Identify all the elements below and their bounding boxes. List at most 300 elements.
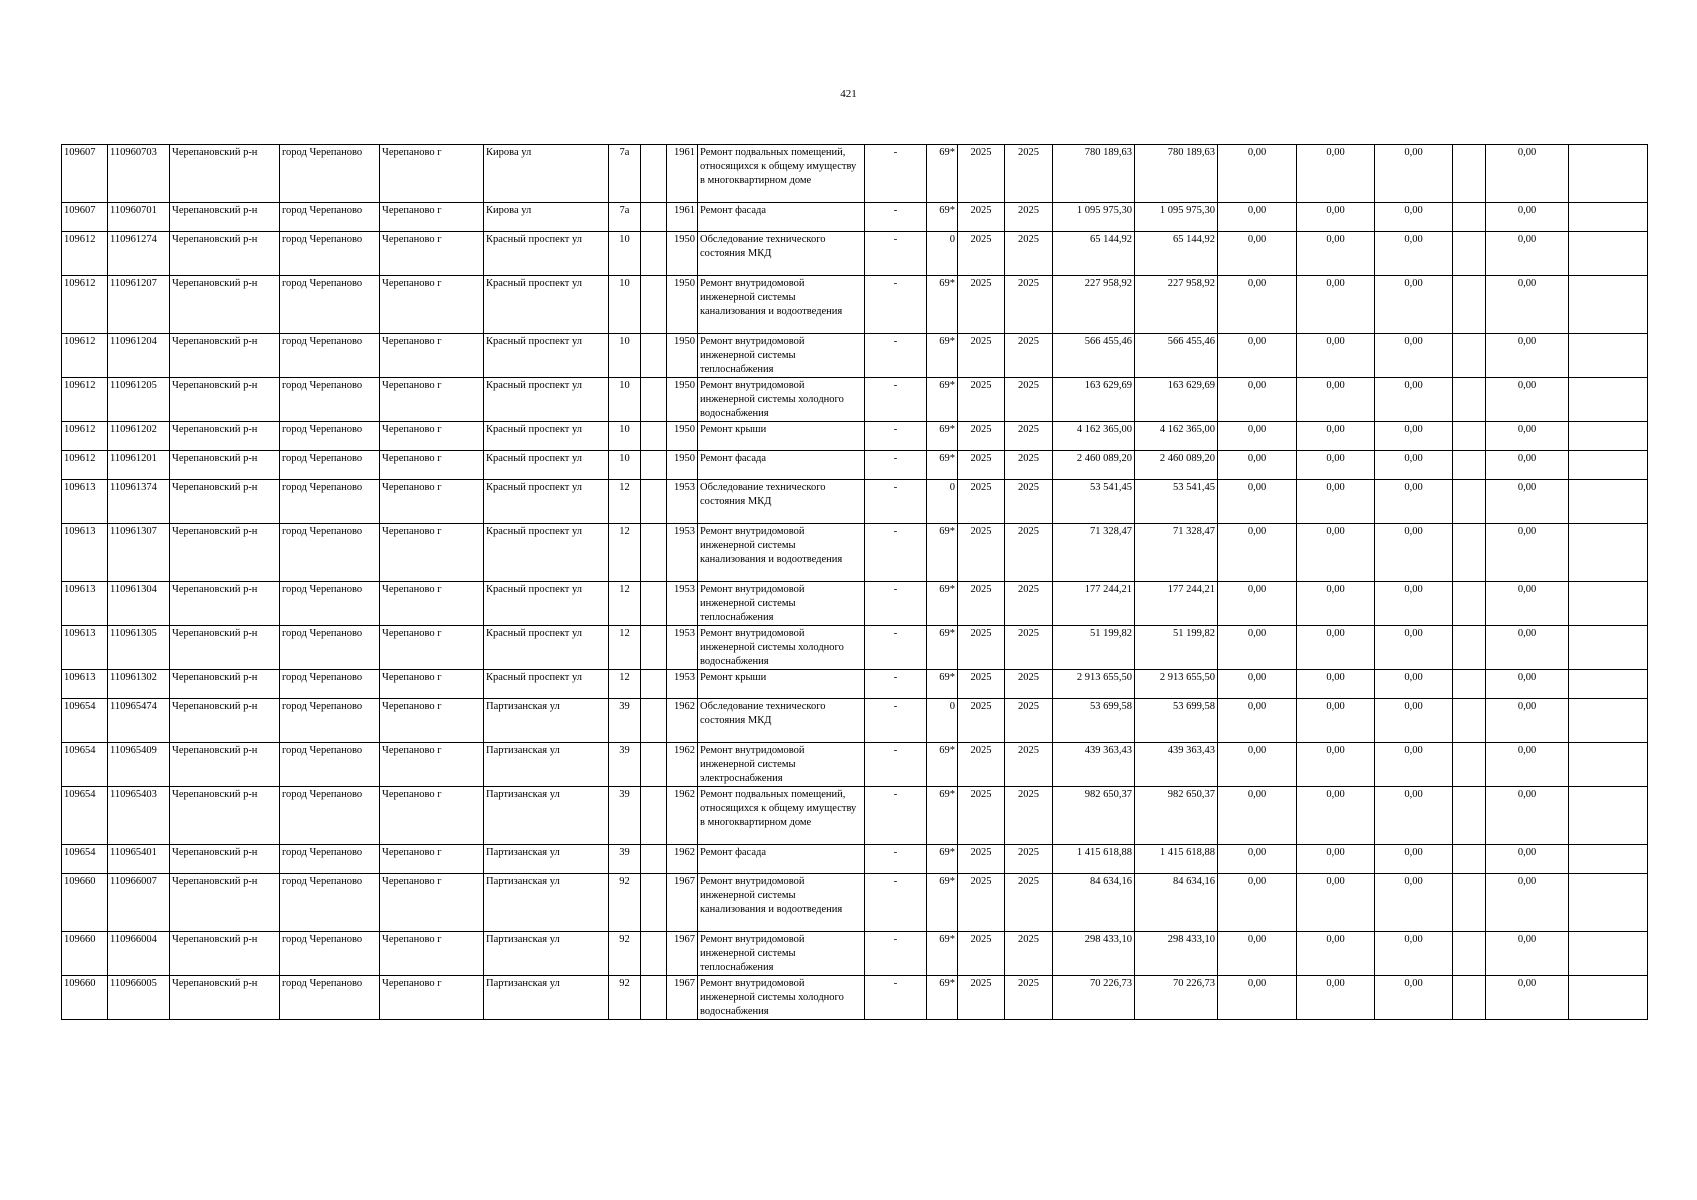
cell-cost-budget-1: 0,00 — [1218, 145, 1297, 203]
table-row — [62, 480, 1648, 524]
cell-col-end — [1569, 480, 1648, 524]
cell-col-blank — [1453, 626, 1486, 670]
cell-col-blank — [1453, 787, 1486, 845]
cell-col-dash: - — [865, 626, 927, 670]
cell-total-cost: 2 913 655,50 — [1053, 670, 1135, 699]
cell-total-cost: 70 226,73 — [1053, 976, 1135, 1020]
cell-building — [641, 932, 667, 976]
cell-district: Черепановский р-н — [170, 378, 280, 422]
cell-settlement: Черепаново г — [380, 451, 484, 480]
cell-total-cost: 53 541,45 — [1053, 480, 1135, 524]
cell-year-end: 2025 — [1005, 787, 1053, 845]
cell-year-end: 2025 — [1005, 334, 1053, 378]
cell-cost-budget-1: 0,00 — [1218, 276, 1297, 334]
cell-cost-fund: 1 095 975,30 — [1135, 203, 1218, 232]
cell-cost-budget-1: 0,00 — [1218, 626, 1297, 670]
cell-cost-fund: 566 455,46 — [1135, 334, 1218, 378]
cell-settlement: Черепаново г — [380, 582, 484, 626]
cell-col-dash: - — [865, 203, 927, 232]
cell-cost-budget-3: 0,00 — [1375, 626, 1453, 670]
cell-year-start: 2025 — [958, 232, 1005, 276]
cell-year-built: 1953 — [667, 626, 698, 670]
cell-cost-budget-3: 0,00 — [1375, 582, 1453, 626]
cell-district: Черепановский р-н — [170, 451, 280, 480]
cell-municipality: город Черепаново — [280, 845, 380, 874]
cell-district: Черепановский р-н — [170, 845, 280, 874]
cell-work-type: Ремонт подвальных помещений, относящихся к общему имуществу в многоквартирном доме — [698, 145, 865, 203]
cell-cost-budget-3: 0,00 — [1375, 451, 1453, 480]
cell-cost-other: 0,00 — [1486, 145, 1569, 203]
cell-col-dash: - — [865, 845, 927, 874]
cell-wear-percent: 69* — [927, 145, 958, 203]
cell-house-number: 10 — [609, 232, 641, 276]
cell-total-cost: 51 199,82 — [1053, 626, 1135, 670]
cell-cost-fund: 227 958,92 — [1135, 276, 1218, 334]
cell-settlement: Черепаново г — [380, 232, 484, 276]
cell-program-id: 110961202 — [108, 422, 170, 451]
cell-wear-percent: 69* — [927, 422, 958, 451]
page-number: 421 — [840, 88, 857, 100]
cell-col-blank — [1453, 699, 1486, 743]
cell-program-id: 110961205 — [108, 378, 170, 422]
cell-street: Красный проспект ул — [484, 480, 609, 524]
cell-col-end — [1569, 743, 1648, 787]
cell-street: Красный проспект ул — [484, 422, 609, 451]
cell-total-cost: 2 460 089,20 — [1053, 451, 1135, 480]
cell-street: Красный проспект ул — [484, 626, 609, 670]
cell-col-end — [1569, 451, 1648, 480]
cell-year-start: 2025 — [958, 845, 1005, 874]
cell-house-id: 109612 — [62, 378, 108, 422]
cell-cost-budget-1: 0,00 — [1218, 422, 1297, 451]
cell-wear-percent: 69* — [927, 670, 958, 699]
cell-district: Черепановский р-н — [170, 932, 280, 976]
cell-settlement: Черепаново г — [380, 378, 484, 422]
cell-year-end: 2025 — [1005, 524, 1053, 582]
cell-cost-budget-1: 0,00 — [1218, 334, 1297, 378]
cell-cost-budget-2: 0,00 — [1297, 976, 1375, 1020]
cell-building — [641, 670, 667, 699]
cell-cost-budget-2: 0,00 — [1297, 378, 1375, 422]
cell-wear-percent: 69* — [927, 626, 958, 670]
cell-col-end — [1569, 932, 1648, 976]
cell-col-blank — [1453, 232, 1486, 276]
cell-cost-other: 0,00 — [1486, 626, 1569, 670]
cell-year-end: 2025 — [1005, 145, 1053, 203]
cell-house-number: 39 — [609, 743, 641, 787]
cell-work-type: Ремонт внутридомовой инженерной системы теплоснабжения — [698, 582, 865, 626]
cell-cost-budget-2: 0,00 — [1297, 626, 1375, 670]
cell-col-end — [1569, 845, 1648, 874]
cell-district: Черепановский р-н — [170, 422, 280, 451]
cell-col-dash: - — [865, 480, 927, 524]
cell-cost-other: 0,00 — [1486, 976, 1569, 1020]
cell-cost-budget-3: 0,00 — [1375, 699, 1453, 743]
cell-house-number: 12 — [609, 480, 641, 524]
cell-cost-budget-1: 0,00 — [1218, 845, 1297, 874]
cell-col-dash: - — [865, 743, 927, 787]
cell-year-built: 1961 — [667, 145, 698, 203]
cell-program-id: 110966005 — [108, 976, 170, 1020]
cell-street: Красный проспект ул — [484, 378, 609, 422]
cell-municipality: город Черепаново — [280, 524, 380, 582]
cell-work-type: Ремонт крыши — [698, 422, 865, 451]
cell-year-built: 1950 — [667, 276, 698, 334]
cell-cost-budget-3: 0,00 — [1375, 976, 1453, 1020]
cell-col-dash: - — [865, 378, 927, 422]
cell-house-id: 109613 — [62, 626, 108, 670]
cell-cost-fund: 298 433,10 — [1135, 932, 1218, 976]
cell-year-end: 2025 — [1005, 203, 1053, 232]
cell-year-built: 1950 — [667, 378, 698, 422]
cell-cost-budget-3: 0,00 — [1375, 232, 1453, 276]
cell-cost-fund: 2 460 089,20 — [1135, 451, 1218, 480]
cell-col-end — [1569, 422, 1648, 451]
table-row — [62, 670, 1648, 699]
cell-wear-percent: 69* — [927, 203, 958, 232]
cell-settlement: Черепаново г — [380, 845, 484, 874]
cell-municipality: город Черепаново — [280, 334, 380, 378]
cell-cost-budget-3: 0,00 — [1375, 276, 1453, 334]
cell-cost-budget-2: 0,00 — [1297, 874, 1375, 932]
cell-cost-fund: 163 629,69 — [1135, 378, 1218, 422]
cell-cost-budget-2: 0,00 — [1297, 276, 1375, 334]
cell-col-end — [1569, 203, 1648, 232]
cell-district: Черепановский р-н — [170, 334, 280, 378]
cell-cost-budget-2: 0,00 — [1297, 145, 1375, 203]
cell-house-id: 109607 — [62, 145, 108, 203]
cell-program-id: 110965403 — [108, 787, 170, 845]
cell-program-id: 110961207 — [108, 276, 170, 334]
cell-total-cost: 53 699,58 — [1053, 699, 1135, 743]
cell-col-blank — [1453, 451, 1486, 480]
cell-district: Черепановский р-н — [170, 626, 280, 670]
cell-work-type: Ремонт внутридомовой инженерной системы теплоснабжения — [698, 932, 865, 976]
cell-building — [641, 480, 667, 524]
cell-building — [641, 743, 667, 787]
cell-program-id: 110966007 — [108, 874, 170, 932]
cell-municipality: город Черепаново — [280, 743, 380, 787]
cell-street: Партизанская ул — [484, 699, 609, 743]
cell-house-id: 109612 — [62, 276, 108, 334]
cell-building — [641, 699, 667, 743]
cell-house-number: 12 — [609, 524, 641, 582]
cell-cost-fund: 70 226,73 — [1135, 976, 1218, 1020]
cell-program-id: 110961302 — [108, 670, 170, 699]
cell-year-start: 2025 — [958, 743, 1005, 787]
cell-street: Красный проспект ул — [484, 451, 609, 480]
cell-col-blank — [1453, 276, 1486, 334]
cell-cost-budget-2: 0,00 — [1297, 787, 1375, 845]
cell-house-number: 12 — [609, 582, 641, 626]
cell-program-id: 110960703 — [108, 145, 170, 203]
cell-col-end — [1569, 524, 1648, 582]
cell-work-type: Ремонт крыши — [698, 670, 865, 699]
cell-year-end: 2025 — [1005, 976, 1053, 1020]
cell-house-id: 109613 — [62, 670, 108, 699]
cell-cost-other: 0,00 — [1486, 787, 1569, 845]
cell-work-type: Ремонт внутридомовой инженерной системы электроснабжения — [698, 743, 865, 787]
cell-year-start: 2025 — [958, 874, 1005, 932]
cell-cost-budget-2: 0,00 — [1297, 451, 1375, 480]
cell-settlement: Черепаново г — [380, 699, 484, 743]
cell-cost-budget-2: 0,00 — [1297, 743, 1375, 787]
cell-building — [641, 976, 667, 1020]
cell-cost-budget-2: 0,00 — [1297, 422, 1375, 451]
cell-cost-budget-1: 0,00 — [1218, 451, 1297, 480]
cell-street: Кирова ул — [484, 203, 609, 232]
cell-program-id: 110961305 — [108, 626, 170, 670]
cell-cost-budget-1: 0,00 — [1218, 787, 1297, 845]
cell-col-dash: - — [865, 451, 927, 480]
cell-col-end — [1569, 145, 1648, 203]
cell-municipality: город Черепаново — [280, 626, 380, 670]
cell-year-start: 2025 — [958, 203, 1005, 232]
cell-street: Партизанская ул — [484, 743, 609, 787]
cell-district: Черепановский р-н — [170, 524, 280, 582]
cell-year-built: 1950 — [667, 232, 698, 276]
cell-year-end: 2025 — [1005, 451, 1053, 480]
cell-year-start: 2025 — [958, 626, 1005, 670]
cell-year-end: 2025 — [1005, 422, 1053, 451]
cell-municipality: город Черепаново — [280, 787, 380, 845]
cell-year-built: 1953 — [667, 670, 698, 699]
cell-year-built: 1953 — [667, 524, 698, 582]
cell-year-start: 2025 — [958, 582, 1005, 626]
cell-year-built: 1962 — [667, 787, 698, 845]
cell-house-number: 12 — [609, 626, 641, 670]
cell-wear-percent: 69* — [927, 976, 958, 1020]
cell-house-number: 39 — [609, 699, 641, 743]
cell-house-number: 7а — [609, 203, 641, 232]
cell-settlement: Черепаново г — [380, 670, 484, 699]
cell-district: Черепановский р-н — [170, 480, 280, 524]
cell-col-blank — [1453, 932, 1486, 976]
cell-cost-other: 0,00 — [1486, 276, 1569, 334]
cell-total-cost: 1 415 618,88 — [1053, 845, 1135, 874]
cell-wear-percent: 69* — [927, 582, 958, 626]
cell-col-end — [1569, 670, 1648, 699]
cell-wear-percent: 69* — [927, 451, 958, 480]
cell-wear-percent: 0 — [927, 232, 958, 276]
cell-total-cost: 4 162 365,00 — [1053, 422, 1135, 451]
table-row — [62, 932, 1648, 976]
table-row — [62, 378, 1648, 422]
cell-cost-budget-1: 0,00 — [1218, 378, 1297, 422]
cell-building — [641, 874, 667, 932]
cell-year-built: 1950 — [667, 451, 698, 480]
cell-program-id: 110960701 — [108, 203, 170, 232]
cell-building — [641, 276, 667, 334]
cell-municipality: город Черепаново — [280, 480, 380, 524]
cell-municipality: город Черепаново — [280, 451, 380, 480]
cell-col-end — [1569, 276, 1648, 334]
cell-house-number: 10 — [609, 422, 641, 451]
cell-work-type: Ремонт фасада — [698, 203, 865, 232]
table-row — [62, 451, 1648, 480]
cell-year-end: 2025 — [1005, 670, 1053, 699]
cell-program-id: 110966004 — [108, 932, 170, 976]
cell-house-id: 109654 — [62, 787, 108, 845]
table-row — [62, 699, 1648, 743]
cell-cost-other: 0,00 — [1486, 480, 1569, 524]
cell-col-blank — [1453, 845, 1486, 874]
table-row — [62, 626, 1648, 670]
cell-year-start: 2025 — [958, 976, 1005, 1020]
cell-cost-fund: 982 650,37 — [1135, 787, 1218, 845]
cell-cost-other: 0,00 — [1486, 845, 1569, 874]
cell-street: Красный проспект ул — [484, 670, 609, 699]
table-row — [62, 145, 1648, 203]
cell-total-cost: 227 958,92 — [1053, 276, 1135, 334]
cell-building — [641, 232, 667, 276]
cell-building — [641, 626, 667, 670]
cell-cost-budget-3: 0,00 — [1375, 203, 1453, 232]
cell-district: Черепановский р-н — [170, 976, 280, 1020]
cell-work-type: Обследование технического состояния МКД — [698, 699, 865, 743]
cell-work-type: Ремонт внутридомовой инженерной системы холодного водоснабжения — [698, 626, 865, 670]
cell-cost-budget-3: 0,00 — [1375, 932, 1453, 976]
cell-house-number: 92 — [609, 874, 641, 932]
cell-col-end — [1569, 626, 1648, 670]
cell-col-dash: - — [865, 422, 927, 451]
cell-cost-other: 0,00 — [1486, 699, 1569, 743]
cell-municipality: город Черепаново — [280, 276, 380, 334]
cell-work-type: Ремонт подвальных помещений, относящихся к общему имуществу в многоквартирном доме — [698, 787, 865, 845]
cell-cost-budget-3: 0,00 — [1375, 524, 1453, 582]
cell-building — [641, 524, 667, 582]
cell-cost-budget-1: 0,00 — [1218, 874, 1297, 932]
cell-col-blank — [1453, 480, 1486, 524]
cell-cost-budget-1: 0,00 — [1218, 699, 1297, 743]
cell-house-id: 109607 — [62, 203, 108, 232]
cell-cost-fund: 84 634,16 — [1135, 874, 1218, 932]
cell-street: Красный проспект ул — [484, 232, 609, 276]
cell-col-blank — [1453, 203, 1486, 232]
cell-year-built: 1962 — [667, 743, 698, 787]
cell-settlement: Черепаново г — [380, 145, 484, 203]
cell-building — [641, 334, 667, 378]
cell-settlement: Черепаново г — [380, 743, 484, 787]
cell-district: Черепановский р-н — [170, 743, 280, 787]
cell-year-end: 2025 — [1005, 232, 1053, 276]
cell-col-blank — [1453, 670, 1486, 699]
cell-house-id: 109613 — [62, 582, 108, 626]
table-row — [62, 845, 1648, 874]
cell-building — [641, 451, 667, 480]
cell-cost-budget-1: 0,00 — [1218, 480, 1297, 524]
cell-work-type: Ремонт внутридомовой инженерной системы канализования и водоотведения — [698, 874, 865, 932]
table-row — [62, 976, 1648, 1020]
cell-municipality: город Черепаново — [280, 203, 380, 232]
cell-settlement: Черепаново г — [380, 932, 484, 976]
cell-total-cost: 163 629,69 — [1053, 378, 1135, 422]
cell-col-blank — [1453, 422, 1486, 451]
cell-col-end — [1569, 378, 1648, 422]
cell-col-end — [1569, 699, 1648, 743]
cell-program-id: 110961274 — [108, 232, 170, 276]
cell-total-cost: 84 634,16 — [1053, 874, 1135, 932]
cell-house-id: 109660 — [62, 932, 108, 976]
cell-settlement: Черепаново г — [380, 276, 484, 334]
cell-cost-budget-2: 0,00 — [1297, 524, 1375, 582]
cell-col-dash: - — [865, 334, 927, 378]
cell-district: Черепановский р-н — [170, 670, 280, 699]
cell-wear-percent: 0 — [927, 480, 958, 524]
cell-col-dash: - — [865, 874, 927, 932]
cell-year-built: 1962 — [667, 845, 698, 874]
capital-repair-table — [61, 144, 1648, 1020]
cell-municipality: город Черепаново — [280, 145, 380, 203]
cell-cost-fund: 2 913 655,50 — [1135, 670, 1218, 699]
cell-total-cost: 1 095 975,30 — [1053, 203, 1135, 232]
cell-cost-budget-3: 0,00 — [1375, 378, 1453, 422]
cell-col-dash: - — [865, 232, 927, 276]
cell-col-blank — [1453, 334, 1486, 378]
cell-cost-fund: 780 189,63 — [1135, 145, 1218, 203]
cell-year-start: 2025 — [958, 145, 1005, 203]
cell-program-id: 110961307 — [108, 524, 170, 582]
cell-year-start: 2025 — [958, 480, 1005, 524]
cell-house-id: 109654 — [62, 845, 108, 874]
cell-district: Черепановский р-н — [170, 699, 280, 743]
cell-wear-percent: 69* — [927, 932, 958, 976]
table-row — [62, 582, 1648, 626]
cell-cost-other: 0,00 — [1486, 334, 1569, 378]
cell-cost-budget-3: 0,00 — [1375, 743, 1453, 787]
cell-col-dash: - — [865, 932, 927, 976]
cell-col-end — [1569, 334, 1648, 378]
cell-cost-other: 0,00 — [1486, 203, 1569, 232]
table-row — [62, 874, 1648, 932]
cell-col-blank — [1453, 378, 1486, 422]
cell-col-blank — [1453, 524, 1486, 582]
cell-house-number: 7а — [609, 145, 641, 203]
cell-cost-other: 0,00 — [1486, 670, 1569, 699]
cell-house-number: 39 — [609, 845, 641, 874]
cell-cost-budget-2: 0,00 — [1297, 670, 1375, 699]
cell-total-cost: 439 363,43 — [1053, 743, 1135, 787]
cell-street: Красный проспект ул — [484, 524, 609, 582]
cell-street: Кирова ул — [484, 145, 609, 203]
cell-settlement: Черепаново г — [380, 480, 484, 524]
cell-municipality: город Черепаново — [280, 582, 380, 626]
cell-settlement: Черепаново г — [380, 524, 484, 582]
cell-municipality: город Черепаново — [280, 422, 380, 451]
cell-col-end — [1569, 232, 1648, 276]
cell-cost-budget-2: 0,00 — [1297, 845, 1375, 874]
cell-wear-percent: 69* — [927, 276, 958, 334]
cell-work-type: Ремонт внутридомовой инженерной системы канализования и водоотведения — [698, 524, 865, 582]
cell-wear-percent: 69* — [927, 378, 958, 422]
cell-cost-budget-2: 0,00 — [1297, 932, 1375, 976]
cell-cost-fund: 439 363,43 — [1135, 743, 1218, 787]
cell-settlement: Черепаново г — [380, 976, 484, 1020]
cell-cost-budget-2: 0,00 — [1297, 582, 1375, 626]
cell-municipality: город Черепаново — [280, 976, 380, 1020]
cell-municipality: город Черепаново — [280, 378, 380, 422]
cell-house-number: 10 — [609, 276, 641, 334]
cell-cost-other: 0,00 — [1486, 524, 1569, 582]
cell-house-id: 109660 — [62, 976, 108, 1020]
cell-year-start: 2025 — [958, 422, 1005, 451]
cell-district: Черепановский р-н — [170, 582, 280, 626]
cell-work-type: Ремонт внутридомовой инженерной системы холодного водоснабжения — [698, 378, 865, 422]
table-row — [62, 524, 1648, 582]
cell-cost-fund: 53 699,58 — [1135, 699, 1218, 743]
cell-col-dash: - — [865, 976, 927, 1020]
cell-col-blank — [1453, 743, 1486, 787]
